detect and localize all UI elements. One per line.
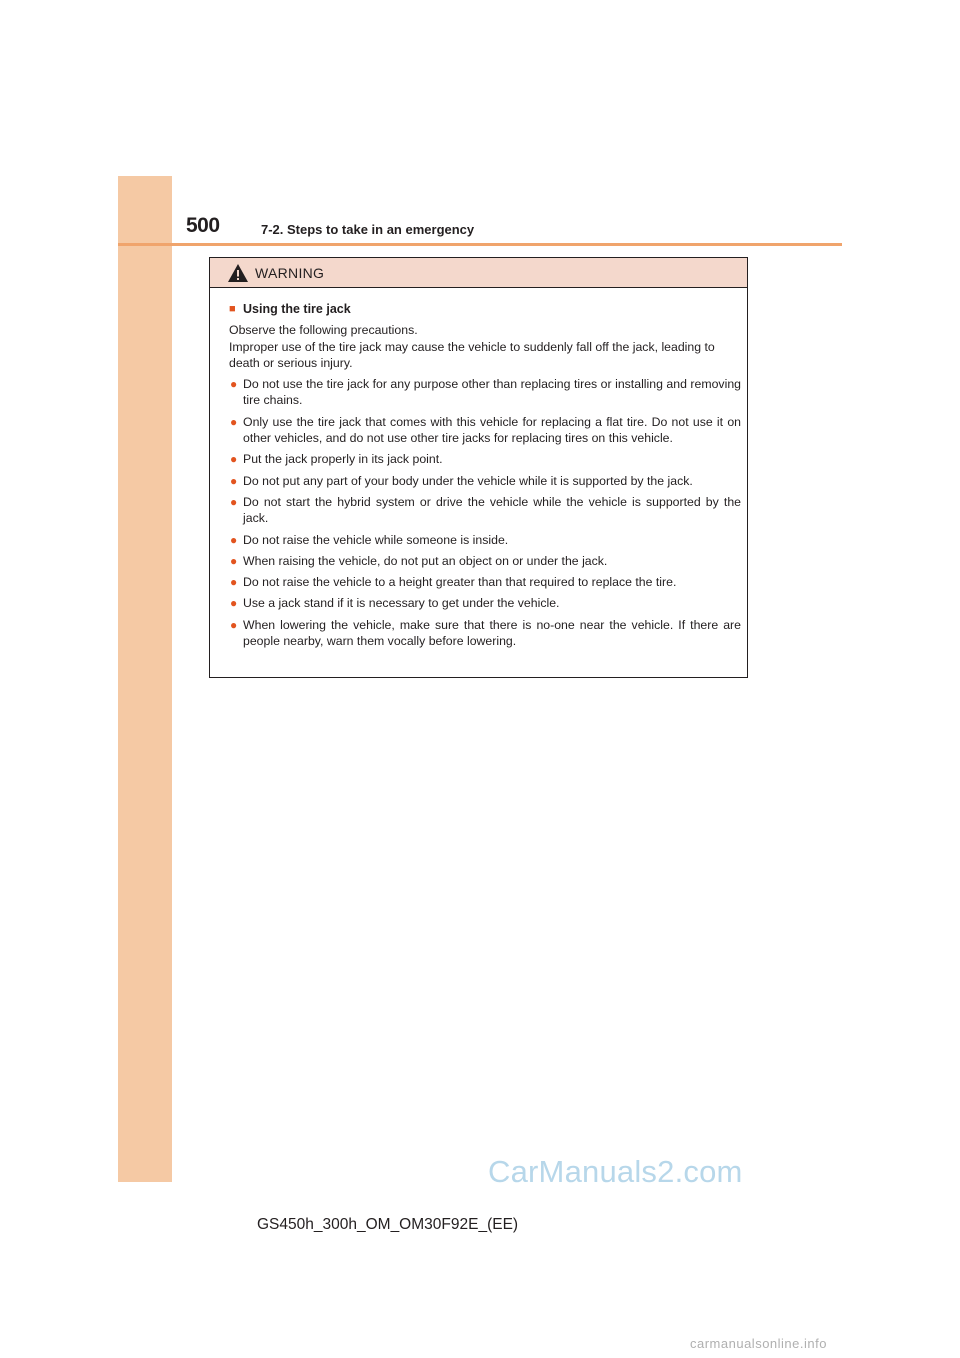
list-item-text: Do not start the hybrid system or drive the vehicle while the vehicle is supported by the jack. <box>243 494 741 526</box>
warning-header <box>210 258 747 288</box>
list-item <box>229 376 741 409</box>
list-item-text: When lowering the vehicle, make sure that there is no-one near the vehicle. If there are people nearby, warn them vocally before lowering. <box>243 617 741 649</box>
list-item-text: When raising the vehicle, do not put an object on or under the jack. <box>243 553 608 568</box>
list-item-text: Do not put any part of your body under the vehicle while it is supported by the jack. <box>243 473 693 488</box>
warning-triangle-icon <box>227 263 249 283</box>
list-item <box>229 595 741 611</box>
page-number: 500 <box>186 214 220 237</box>
circle-bullet-icon: ● <box>230 575 238 590</box>
warning-intro <box>229 322 741 371</box>
list-item-text: Do not raise the vehicle while someone is inside. <box>243 532 509 547</box>
circle-bullet-icon: ● <box>230 532 238 547</box>
list-item <box>229 574 741 590</box>
watermark-logo[interactable]: CarManuals2.com <box>488 1154 743 1189</box>
list-item <box>229 494 741 527</box>
subheading-text: Using the tire jack <box>243 302 351 316</box>
square-bullet-icon: ■ <box>229 303 236 315</box>
warning-label: WARNING <box>255 264 325 281</box>
side-color-strip <box>118 176 172 1182</box>
list-item <box>229 617 741 650</box>
list-item-text: Put the jack properly in its jack point. <box>243 452 443 467</box>
warning-box <box>209 257 748 678</box>
circle-bullet-icon: ● <box>230 494 238 509</box>
circle-bullet-icon: ● <box>230 473 238 488</box>
list-item <box>229 532 741 548</box>
list-item <box>229 414 741 447</box>
list-item-text: Use a jack stand if it is necessary to get under the vehicle. <box>243 596 560 611</box>
list-item-text: Do not raise the vehicle to a height greater than that required to replace the tire. <box>243 575 677 590</box>
header-divider <box>118 243 842 246</box>
warning-body <box>210 288 747 649</box>
intro-line: Improper use of the tire jack may cause the vehicle to suddenly fall off the jack, leading to death or serious injury. <box>229 339 715 370</box>
warning-subheading <box>229 301 741 317</box>
intro-line: Observe the following precautions. <box>229 323 418 338</box>
site-watermark[interactable]: carmanualsonline.info <box>690 1336 827 1351</box>
list-item <box>229 553 741 569</box>
list-item-text: Only use the tire jack that comes with this vehicle for replacing a flat tire. Do not use it on other vehicles, and do not use other tire jacks for replacing tires on this vehicle. <box>243 414 741 446</box>
circle-bullet-icon: ● <box>230 617 238 632</box>
circle-bullet-icon: ● <box>230 414 238 429</box>
circle-bullet-icon: ● <box>230 553 238 568</box>
circle-bullet-icon: ● <box>230 452 238 467</box>
list-item-text: Do not use the tire jack for any purpose other than replacing tires or installing and removing tire chains. <box>243 377 741 408</box>
section-title: 7-2. Steps to take in an emergency <box>261 222 475 237</box>
list-item <box>229 473 741 489</box>
circle-bullet-icon: ● <box>230 377 238 392</box>
circle-bullet-icon: ● <box>230 596 238 611</box>
manual-code: GS450h_300h_OM_OM30F92E_(EE) <box>257 1216 519 1233</box>
list-item <box>229 451 741 467</box>
